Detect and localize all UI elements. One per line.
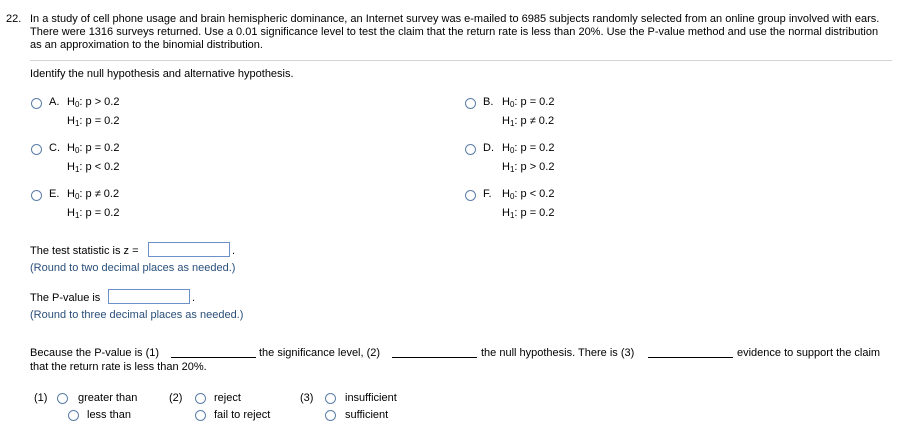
choice-insufficient-radio[interactable] <box>325 393 336 404</box>
divider <box>30 60 892 61</box>
p-value-hint: (Round to three decimal places as needed.) <box>30 309 244 321</box>
p-value-label: The P-value is <box>30 292 101 304</box>
question-number: 22. <box>6 13 22 25</box>
option-a-h0: $H_0$: p > 0.2 <box>67 96 120 109</box>
conclusion-part1: Because the P-value is (1) <box>30 347 160 359</box>
option-a-letter: A. <box>49 96 60 108</box>
conclusion-part2: the significance level, (2) <box>259 347 381 359</box>
option-a-radio[interactable] <box>31 98 42 109</box>
choice-reject[interactable]: reject <box>214 392 241 404</box>
choice-greater-than-radio[interactable] <box>57 393 68 404</box>
option-a-h1: $H_1$: p = 0.2 <box>67 115 120 128</box>
test-statistic-hint: (Round to two decimal places as needed.) <box>30 262 236 274</box>
test-statistic-period: . <box>232 245 236 257</box>
conclusion-line2: that the return rate is less than 20%. <box>30 361 207 373</box>
choice-greater-than[interactable]: greater than <box>78 392 138 404</box>
blank-3[interactable] <box>648 357 733 358</box>
option-e-letter: E. <box>49 188 60 200</box>
option-c-h1: $H_1$: p < 0.2 <box>67 161 120 174</box>
test-statistic-input[interactable] <box>148 242 230 257</box>
option-b-h0: $H_0$: p = 0.2 <box>502 96 555 109</box>
choice-reject-radio[interactable] <box>195 393 206 404</box>
conclusion-part3: the null hypothesis. There is (3) <box>481 347 635 359</box>
choice-group-2-label: (2) <box>169 392 183 404</box>
option-d-h0: $H_0$: p = 0.2 <box>502 142 555 155</box>
option-f-h0: $H_0$: p < 0.2 <box>502 188 555 201</box>
p-value-input[interactable] <box>108 289 190 304</box>
option-b-h1: $H_1$: p ≠ 0.2 <box>502 115 555 128</box>
option-d-letter: D. <box>483 142 494 154</box>
option-e-h0: $H_0$: p ≠ 0.2 <box>67 188 120 201</box>
instruction-text: Identify the null hypothesis and alternative hypothesis. <box>30 68 294 80</box>
choice-group-3-label: (3) <box>300 392 314 404</box>
choice-less-than-radio[interactable] <box>68 410 79 421</box>
choice-fail-to-reject[interactable]: fail to reject <box>214 409 271 421</box>
option-f-letter: F. <box>483 188 492 200</box>
option-b-letter: B. <box>483 96 494 108</box>
option-d-radio[interactable] <box>465 144 476 155</box>
option-c-h0: $H_0$: p = 0.2 <box>67 142 120 155</box>
option-b-radio[interactable] <box>465 98 476 109</box>
choice-insufficient[interactable]: insufficient <box>345 392 397 404</box>
blank-2[interactable] <box>392 357 477 358</box>
p-value-period: . <box>192 292 196 304</box>
option-f-h1: $H_1$: p = 0.2 <box>502 207 555 220</box>
choice-less-than[interactable]: less than <box>87 409 132 421</box>
conclusion-part4: evidence to support the claim <box>737 347 881 359</box>
option-e-radio[interactable] <box>31 190 42 201</box>
test-statistic-label: The test statistic is z = <box>30 245 139 257</box>
option-d-h1: $H_1$: p > 0.2 <box>502 161 555 174</box>
choice-group-1-label: (1) <box>34 392 48 404</box>
option-c-letter: C. <box>49 142 60 154</box>
option-c-radio[interactable] <box>31 144 42 155</box>
option-e-h1: $H_1$: p = 0.2 <box>67 207 120 220</box>
choice-sufficient-radio[interactable] <box>325 410 336 421</box>
choice-sufficient[interactable]: sufficient <box>345 409 389 421</box>
blank-1[interactable] <box>171 357 256 358</box>
choice-fail-to-reject-radio[interactable] <box>195 410 206 421</box>
question-text: In a study of cell phone usage and brain hemispheric dominance, an Internet survey was e-mailed to 6985 subjects randomly selected from an online group involved with ears. There were 1316 surveys returned. Use a 0.01 significance level to test the claim that the return rate is less than 20%. Use the P-value method and use the normal distribution as an approximation to the binomial distribution. <box>30 13 880 51</box>
option-f-radio[interactable] <box>465 190 476 201</box>
